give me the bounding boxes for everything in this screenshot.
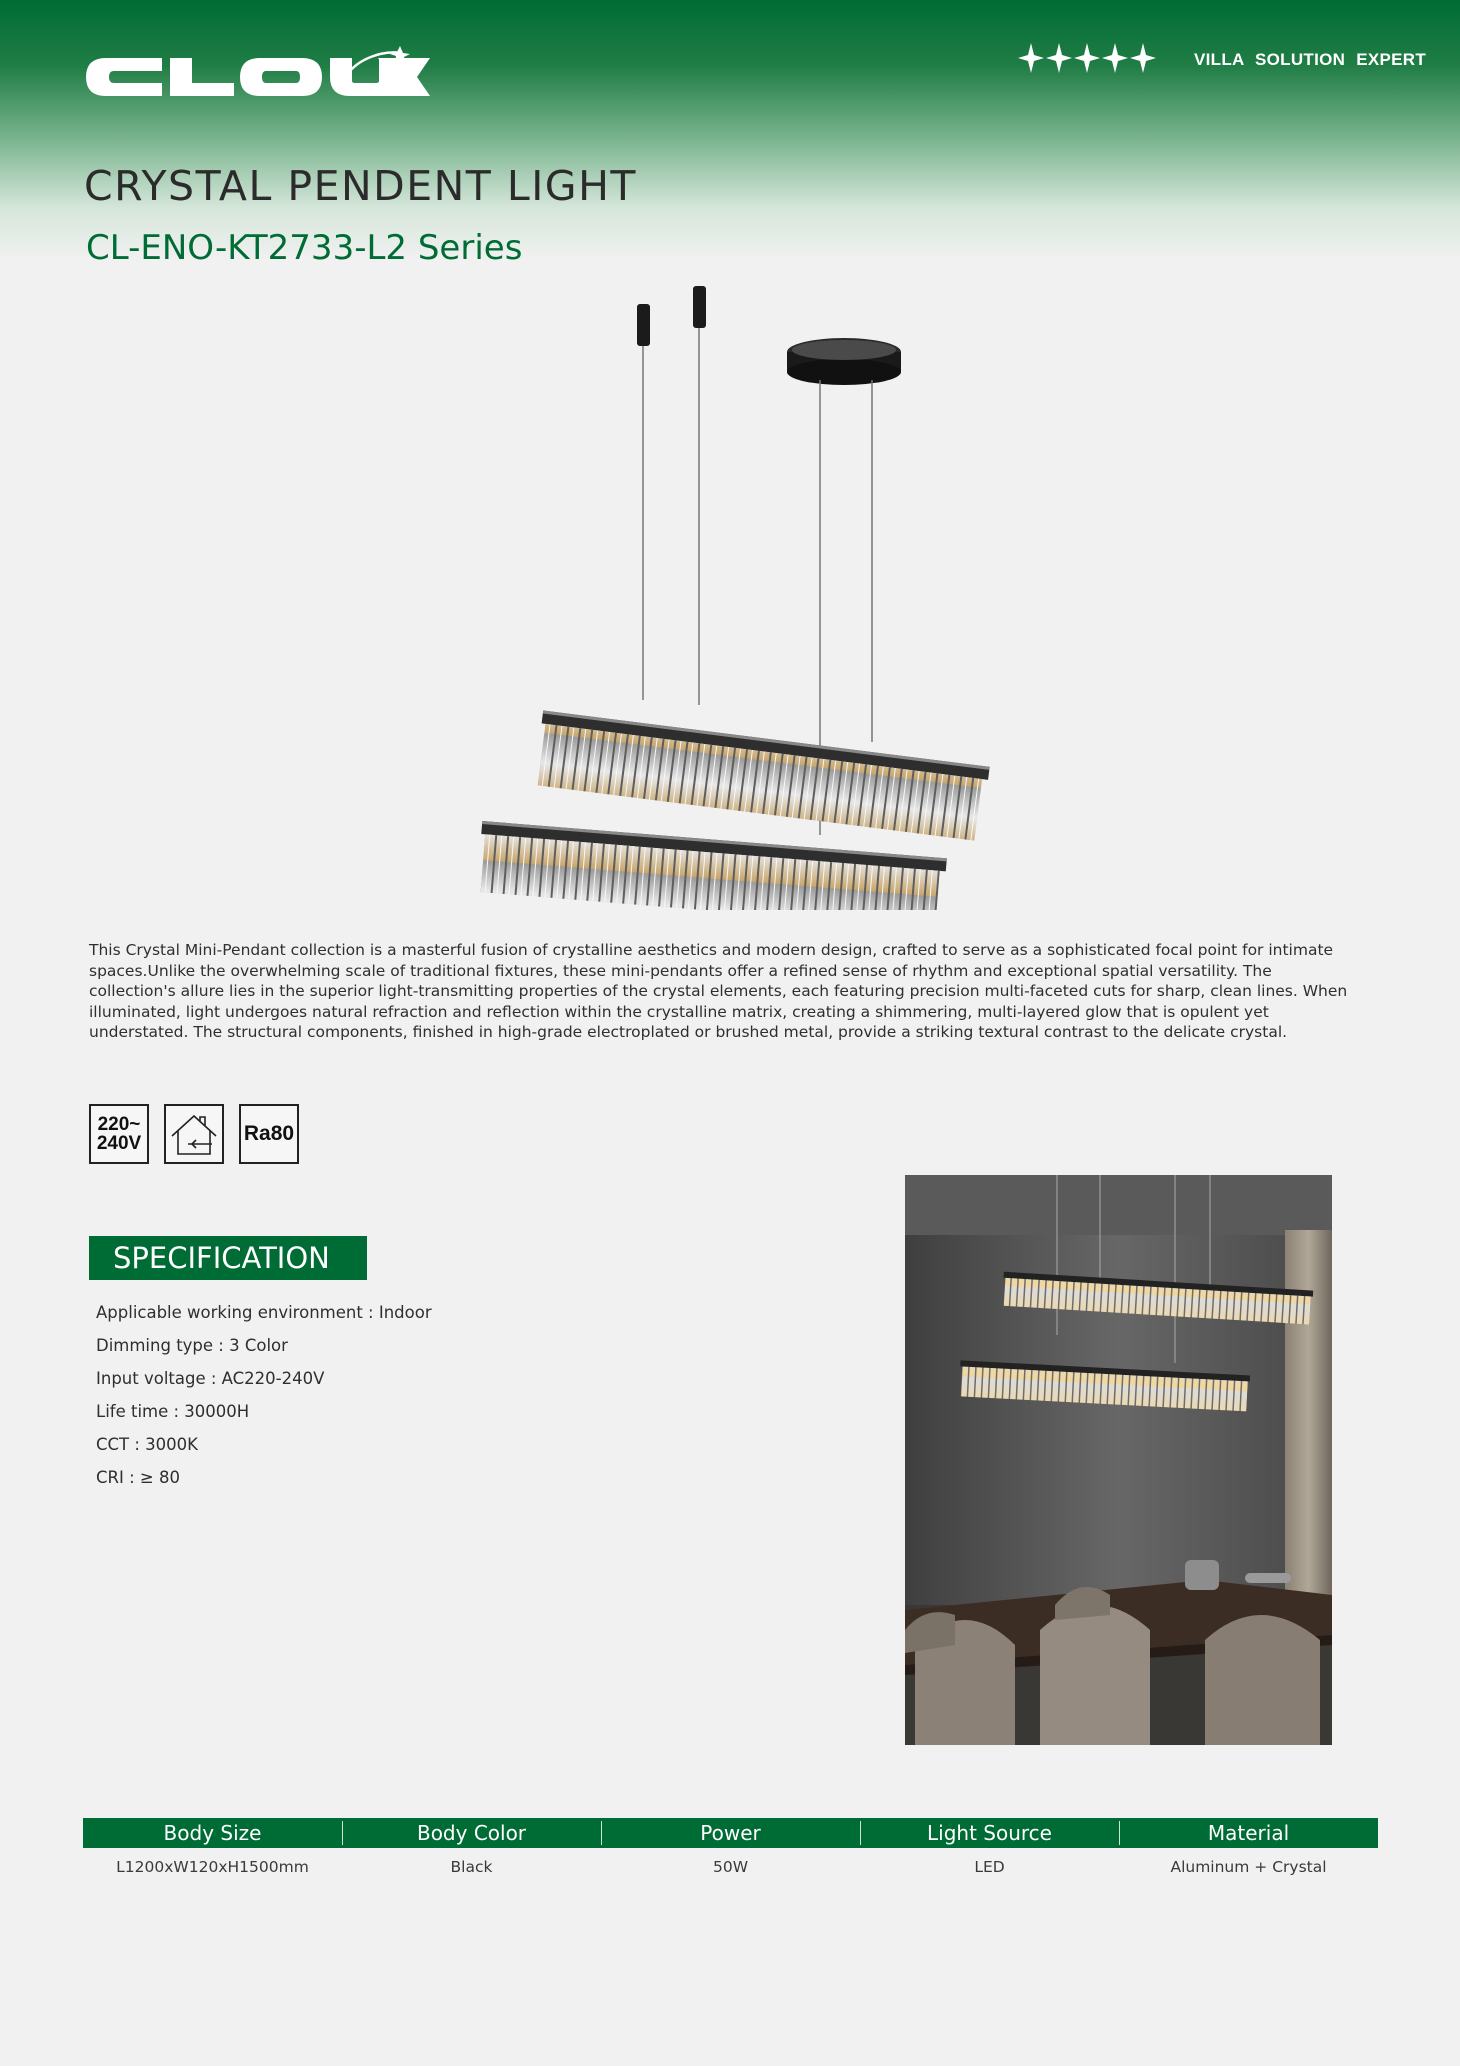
cell-body-color: Black	[450, 1858, 493, 1876]
product-series: CL-ENO-KT2733-L2 Series	[86, 228, 523, 268]
cell-light-source: LED	[974, 1858, 1005, 1876]
table-row	[83, 1848, 1378, 1886]
header-power: Power	[601, 1818, 860, 1848]
cell-power: 50W	[712, 1858, 749, 1876]
header-light-source: Light Source	[860, 1818, 1119, 1848]
specification-list	[96, 1302, 432, 1500]
voltage-line-2: 240V	[96, 1133, 142, 1154]
indoor-house-icon	[164, 1104, 224, 1164]
header-material: Material	[1119, 1818, 1378, 1848]
product-title: CRYSTAL PENDENT LIGHT	[84, 162, 637, 210]
voltage-badge	[89, 1104, 149, 1164]
rating-stars	[1018, 40, 1156, 76]
cell-body-size: L1200xW120xH1500mm	[116, 1858, 309, 1876]
header-body-color: Body Color	[342, 1818, 601, 1848]
spec-item-cct: CCT : 3000K	[96, 1435, 198, 1454]
spec-table-container	[83, 1818, 1378, 1886]
header-band	[0, 0, 1460, 260]
voltage-line-1: 220~	[97, 1114, 141, 1135]
spec-table-header-row	[83, 1818, 1378, 1848]
cri-badge: Ra80	[239, 1104, 299, 1164]
cloux-logo	[84, 44, 436, 100]
cell-material: Aluminum + Crystal	[1170, 1858, 1327, 1876]
spec-table	[83, 1818, 1378, 1886]
spec-item-cri: CRI : ≥ 80	[96, 1468, 180, 1487]
dining-room-photo	[905, 1175, 1332, 1745]
header-body-size: Body Size	[163, 1821, 262, 1845]
spec-item-dimming: Dimming type : 3 Color	[96, 1336, 288, 1355]
specification-heading: SPECIFICATION	[89, 1236, 367, 1280]
spec-item-voltage: Input voltage : AC220-240V	[96, 1369, 325, 1388]
pendant-light-product-image	[470, 280, 1000, 910]
product-description: This Crystal Mini-Pendant collection is a masterful fusion of crystalline aesthetics and modern design, crafted to serve as a sophisticated focal point for intimate spaces.Unlike the overwhelming scale of traditional fixtures, these mini-pendants offer a refined sense of rhythm and exceptional spatial versatility. The collection's allure lies in the superior light-transmitting properties of the crystal elements, each featuring precision multi-faceted cuts for sharp, clean lines. When illuminated, light undergoes natural refraction and reflection within the crystalline matrix, creating a shimmering, multi-layered glow that is opulent yet understated. The structural components, finished in high-grade electroplated or brushed metal, provide a striking textural contrast to the delicate crystal.	[89, 941, 1348, 1041]
star-icons	[1018, 40, 1156, 76]
spec-item-environment: Applicable working environment : Indoor	[96, 1303, 432, 1322]
tagline: VILLA SOLUTION EXPERT	[1194, 50, 1427, 69]
spec-item-lifetime: Life time : 30000H	[96, 1402, 250, 1421]
